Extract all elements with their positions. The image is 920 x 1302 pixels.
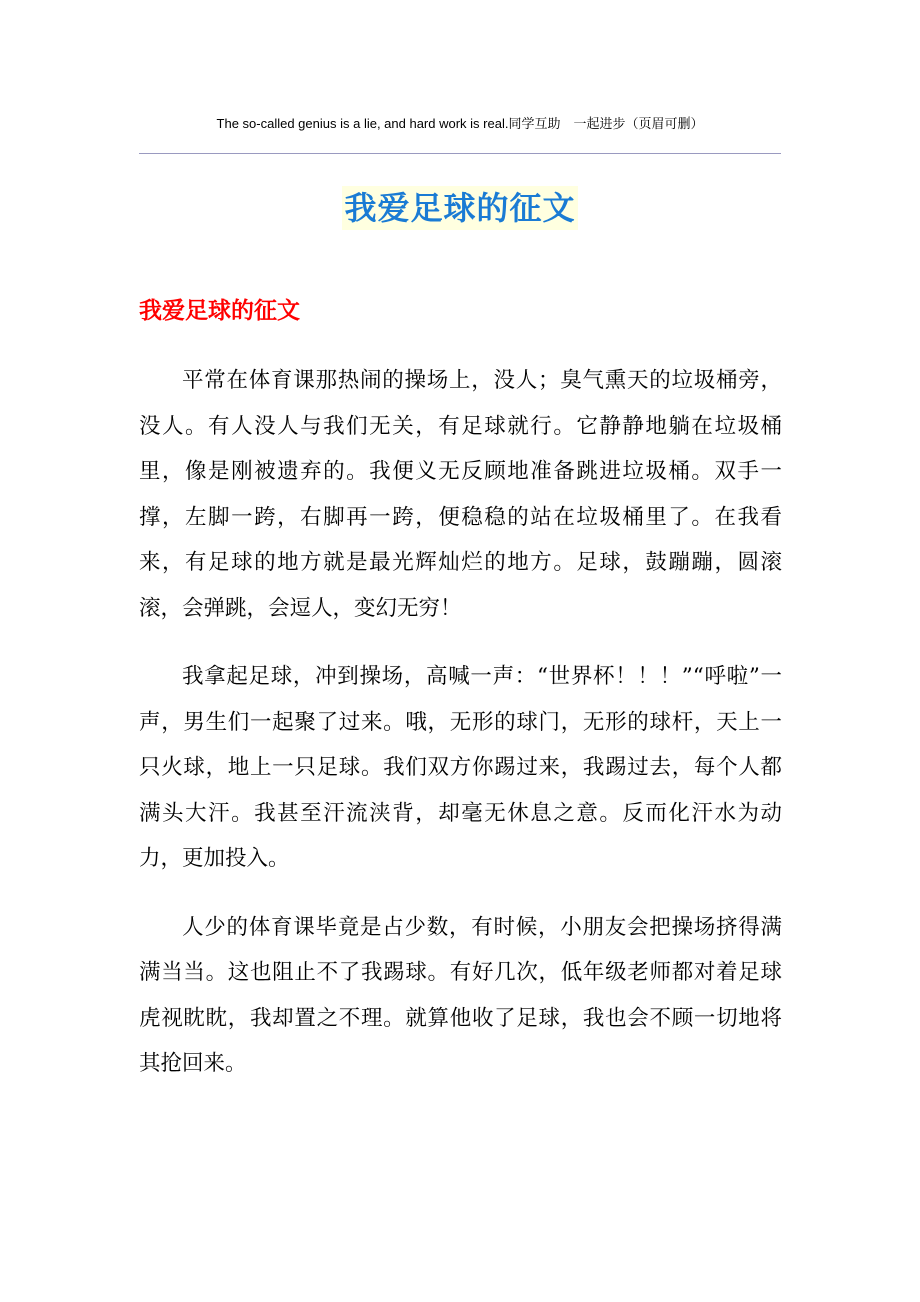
main-title: 我爱足球的征文 [342,186,577,230]
section-title: 我爱足球的征文 [139,298,300,324]
paragraph-1: 平常在体育课那热闹的操场上，没人；臭气熏天的垃圾桶旁，没人。有人没人与我们无关，有足球就行。它静静地躺在垃圾桶里，像是刚被遗弃的。我便义无反顾地准备跳进垃圾桶。双手一撑，左脚一跨，右脚再一跨，便稳稳的站在垃圾桶里了。在我看来，有足球的地方就是最光辉灿烂的地方。足球，鼓蹦蹦，圆滚滚，会弹跳，会逗人，变幻无穷！ [139,368,782,621]
page-header-text: The so-called genius is a lie, and hard work is real.同学互助 一起进步（页眉可删） [216,116,704,131]
article-body [139,358,782,1110]
paragraph-3: 人少的体育课毕竟是占少数，有时候，小朋友会把操场挤得满满当当。这也阻止不了我踢球。有好几次，低年级老师都对着足球虎视眈眈，我却置之不理。就算他收了足球，我也会不顾一切地将其抢回来。 [139,914,782,1076]
paragraph-2: 我拿起足球，冲到操场，高喊一声：“世界杯！！！”“呼啦”一声，男生们一起聚了过来。哦，无形的球门，无形的球杆，天上一只火球，地上一只足球。我们双方你踢过来，我踢过去，每个人都满头大汗。我甚至汗流浃背，却毫无休息之意。反而化汗水为动力，更加投入。 [139,664,782,871]
main-title-container [0,186,920,230]
header-divider [139,153,781,154]
